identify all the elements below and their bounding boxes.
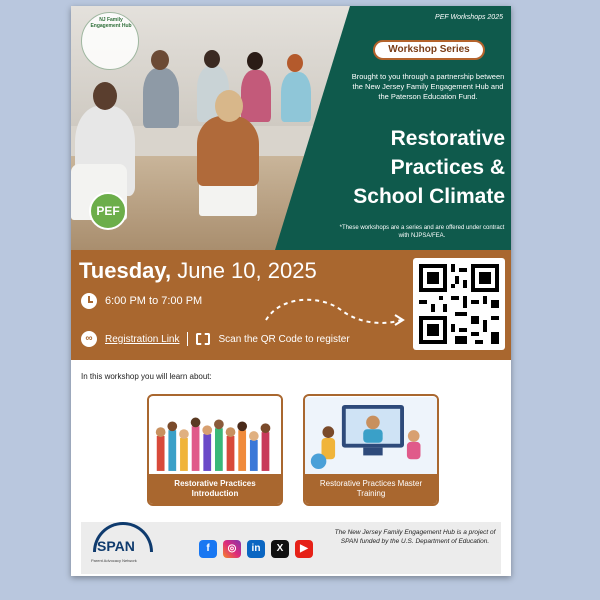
raised-hands-image [149,396,281,476]
partner-text: Brought to you through a partnership between the New Jersey Family Engagement Hub and the Paterson Education Fund. [351,72,505,101]
link-icon: ∞ [81,331,97,347]
photo-person [143,68,179,128]
topic-card-label: Restorative Practices Introduction [149,474,281,504]
dashed-arrow-icon [261,290,411,330]
photo-person-head [204,50,220,68]
photo-person-head [93,82,117,110]
workshop-tag: PEF Workshops 2025 [435,14,503,21]
photo-person [241,70,271,122]
span-logo-subtitle: Parent Advocacy Network [91,558,137,563]
topic-card-label: Restorative Practices Master Training [305,474,437,504]
hub-logo-text: NJ Family Engagement Hub [90,17,132,29]
divider [187,332,188,346]
pef-logo: PEF [89,192,127,230]
instagram-icon[interactable]: ◎ [223,540,241,558]
span-logo [89,528,169,568]
footer [81,522,501,574]
event-date [79,258,317,284]
photo-person-head [247,52,263,70]
learn-intro: In this workshop you will learn about: [81,372,212,381]
qr-code[interactable] [413,258,505,350]
span-logo-name: SPAN [97,538,135,554]
photo-person-head [215,90,243,122]
video-meeting-image [305,396,437,476]
workshop-flyer [71,6,511,576]
facebook-icon[interactable]: f [199,540,217,558]
footer-text: The New Jersey Family Engagement Hub is a project of SPAN funded by the U.S. Department of Education. [334,529,496,545]
title-line-2: Practices & [390,156,505,179]
youtube-icon[interactable]: ▶ [295,540,313,558]
hub-logo [81,12,139,70]
event-date-text: June 10, 2025 [171,258,317,283]
series-note: *These workshops are a series and are offered under contract with NJPSA/FEA. [339,225,505,239]
topic-card-master-training[interactable] [303,394,439,506]
event-day: Tuesday, [79,258,172,283]
clock-icon [81,293,97,309]
page-title [309,124,505,211]
linkedin-icon[interactable]: in [247,540,265,558]
series-pill: Workshop Series [373,40,485,60]
topic-card-introduction[interactable] [147,394,283,506]
photo-person [197,116,259,186]
x-icon[interactable]: X [271,540,289,558]
event-time: 6:00 PM to 7:00 PM [105,295,203,307]
qr-code-image [419,264,499,344]
scan-text: Scan the QR Code to register [218,333,350,345]
photo-person-head [151,50,169,70]
registration-row [81,330,350,348]
title-line-1: Restorative [390,127,505,150]
registration-link[interactable]: Registration Link [105,333,180,345]
title-line-3: School Climate [353,185,505,208]
event-time-row [81,292,202,310]
scan-icon [196,333,210,345]
photo-person [281,72,311,122]
social-links [199,540,313,558]
photo-person-head [287,54,303,72]
event-band [71,250,511,360]
